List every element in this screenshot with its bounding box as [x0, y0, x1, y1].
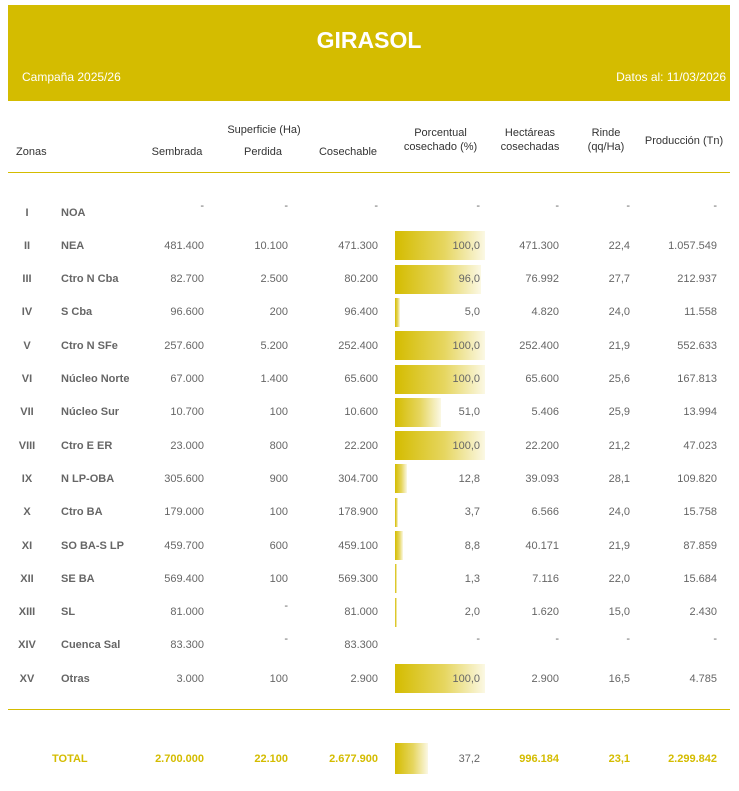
pct-value: 100,0	[452, 672, 480, 685]
cell-cosechable: 96.400	[344, 306, 378, 319]
pct-value: 96,0	[458, 273, 480, 286]
cell-cosechable: 22.200	[344, 439, 378, 452]
cell-sembrada: 10.700	[170, 406, 204, 419]
cell-perdida: 100	[269, 572, 288, 585]
cell-zone-number: XIV	[18, 639, 36, 652]
table-row	[0, 629, 739, 662]
cell-cosechable: -	[374, 200, 378, 212]
cell-perdida: -	[284, 632, 288, 645]
col-header-perdida: Perdida	[244, 146, 282, 158]
cell-hectareas: 6.566	[531, 506, 559, 519]
cell-zone-name: S Cba	[61, 306, 93, 319]
cell-zone-name: Ctro N SFe	[61, 339, 118, 352]
cell-zone-number: IV	[21, 306, 33, 319]
table-row	[0, 596, 739, 629]
data-date: Datos al: 11/03/2026	[616, 70, 726, 84]
cell-sembrada: 569.400	[164, 572, 204, 585]
cell-pct	[395, 296, 485, 329]
pct-value: -	[476, 200, 480, 212]
col-header-porcentual	[393, 126, 488, 154]
table-row	[0, 662, 739, 695]
cell-produccion: 4.785	[689, 672, 717, 685]
total-pct-value: 37,2	[458, 752, 480, 765]
cell-rinde: -	[626, 200, 630, 212]
total-produccion: 2.299.842	[668, 752, 717, 765]
cell-zone-number: V	[23, 339, 31, 352]
cell-rinde: 28,1	[608, 472, 630, 485]
cell-rinde: 21,2	[608, 439, 630, 452]
pct-value: 12,8	[458, 472, 480, 485]
table-row	[0, 229, 739, 262]
cell-hectareas: 40.171	[525, 539, 559, 552]
total-perdida: 22.100	[254, 752, 288, 765]
cell-pct	[395, 629, 485, 662]
cell-zone-number: VIII	[18, 439, 36, 452]
cell-rinde: 25,9	[608, 406, 630, 419]
table-row	[0, 263, 739, 296]
cell-cosechable: 81.000	[344, 606, 378, 619]
cell-rinde: 21,9	[608, 539, 630, 552]
cell-produccion: -	[713, 200, 717, 212]
col-header-rinde-line1: Rinde	[591, 127, 621, 139]
cell-zone-name: SE BA	[61, 572, 95, 585]
table-row	[0, 429, 739, 462]
cell-pct	[395, 229, 485, 262]
header-divider	[8, 172, 730, 173]
cell-cosechable: 10.600	[344, 406, 378, 419]
cell-cosechable: 83.300	[344, 639, 378, 652]
page-title: GIRASOL	[316, 27, 422, 53]
cell-cosechable: 569.300	[338, 572, 378, 585]
cell-pct	[395, 462, 485, 495]
pct-value: 51,0	[458, 406, 480, 419]
cell-sembrada: 459.700	[164, 539, 204, 552]
cell-hectareas: 471.300	[519, 239, 559, 252]
cell-pct	[395, 562, 485, 595]
cell-zone-name: Ctro E ER	[61, 439, 113, 452]
cell-perdida: -	[284, 200, 288, 212]
cell-zone-number: XV	[19, 672, 35, 685]
cell-hectareas: 39.093	[525, 472, 559, 485]
cell-pct	[395, 596, 485, 629]
pct-value: 2,0	[464, 606, 480, 619]
cell-produccion: 15.684	[683, 572, 717, 585]
cell-sembrada: 179.000	[164, 506, 204, 519]
cell-sembrada: 96.600	[170, 306, 204, 319]
total-label: TOTAL	[52, 752, 88, 765]
table-row	[0, 296, 739, 329]
cell-zone-name: Ctro BA	[61, 506, 103, 519]
cell-rinde: -	[626, 632, 630, 645]
total-hectareas: 996.184	[519, 752, 559, 765]
cell-hectareas: 5.406	[531, 406, 559, 419]
cell-zone-number: VII	[20, 406, 34, 419]
cell-hectareas: -	[555, 200, 559, 212]
pct-value: 100,0	[452, 339, 480, 352]
total-sembrada: 2.700.000	[155, 752, 204, 765]
cell-pct	[395, 429, 485, 462]
cell-rinde: 21,9	[608, 339, 630, 352]
cell-perdida: 900	[269, 472, 288, 485]
pct-value: 100,0	[452, 439, 480, 452]
cell-zone-name: NEA	[61, 239, 85, 252]
cell-zone-number: I	[25, 206, 29, 219]
cell-zone-number: III	[22, 273, 32, 286]
col-header-hectareas-line2: cosechadas	[500, 141, 560, 153]
col-header-porcentual-line1: Porcentual	[414, 127, 467, 139]
cell-produccion: 15.758	[683, 506, 717, 519]
cell-perdida: -	[284, 599, 288, 612]
pct-value: 5,0	[464, 306, 480, 319]
cell-pct	[395, 529, 485, 562]
cell-cosechable: 459.100	[338, 539, 378, 552]
col-header-hectareas	[494, 126, 566, 154]
cell-zone-number: XI	[21, 539, 33, 552]
cell-zone-name: NOA	[61, 206, 86, 219]
cell-cosechable: 252.400	[338, 339, 378, 352]
cell-zone-name: SL	[61, 606, 76, 619]
cell-zone-number: II	[23, 239, 31, 252]
cell-sembrada: 257.600	[164, 339, 204, 352]
cell-zone-name: SO BA-S LP	[61, 539, 124, 552]
total-cosechable: 2.677.900	[329, 752, 378, 765]
cell-produccion: 13.994	[683, 406, 717, 419]
col-header-zonas: Zonas	[16, 146, 47, 158]
cell-sembrada: 481.400	[164, 239, 204, 252]
table-row	[0, 363, 739, 396]
total-row	[0, 741, 739, 776]
cell-cosechable: 471.300	[338, 239, 378, 252]
cell-hectareas: 22.200	[525, 439, 559, 452]
cell-zone-name: Núcleo Norte	[61, 373, 130, 385]
cell-perdida: 2.500	[260, 273, 288, 286]
table-row	[0, 462, 739, 495]
cell-cosechable: 2.900	[350, 672, 378, 685]
cell-hectareas: 252.400	[519, 339, 559, 352]
cell-produccion: 212.937	[677, 273, 717, 286]
cell-hectareas: 1.620	[531, 606, 559, 619]
cell-zone-number: XII	[20, 572, 34, 585]
cell-rinde: 24,0	[608, 506, 630, 519]
cell-rinde: 25,6	[608, 373, 630, 385]
table-row	[0, 529, 739, 562]
cell-perdida: 100	[269, 506, 288, 519]
campaign-label: Campaña 2025/26	[22, 70, 121, 84]
total-rinde: 23,1	[608, 752, 630, 765]
col-header-rinde	[580, 126, 632, 154]
total-divider	[8, 709, 730, 710]
cell-produccion: 109.820	[677, 472, 717, 485]
cell-produccion: 552.633	[677, 339, 717, 352]
table-row	[0, 396, 739, 429]
cell-cosechable: 80.200	[344, 273, 378, 286]
cell-produccion: 1.057.549	[668, 239, 717, 252]
cell-rinde: 22,0	[608, 572, 630, 585]
cell-perdida: 600	[269, 539, 288, 552]
cell-hectareas: 76.992	[525, 273, 559, 286]
cell-pct	[395, 363, 485, 396]
col-header-porcentual-line2: cosechado (%)	[403, 141, 478, 153]
cell-hectareas: 7.116	[532, 572, 559, 585]
cell-zone-number: XIII	[18, 606, 36, 619]
cell-perdida: 5.200	[260, 339, 288, 352]
cell-perdida: 200	[269, 306, 288, 319]
cell-zone-number: IX	[21, 472, 33, 485]
cell-cosechable: 65.600	[344, 373, 378, 385]
cell-zone-name: Ctro N Cba	[61, 273, 119, 286]
cell-sembrada: 67.000	[170, 373, 204, 385]
title-banner	[8, 5, 730, 101]
pct-value: 100,0	[452, 239, 480, 252]
cell-perdida: 1.400	[260, 373, 288, 385]
cell-pct	[395, 496, 485, 529]
cell-zone-number: VI	[21, 373, 33, 385]
cell-pct	[395, 263, 485, 296]
pct-value: 1,3	[464, 572, 480, 585]
cell-produccion: 167.813	[677, 373, 717, 385]
pct-value: 8,8	[464, 539, 480, 552]
pct-value: 3,7	[464, 506, 480, 519]
cell-zone-name: N LP-OBA	[61, 472, 115, 485]
total-pct	[395, 741, 485, 776]
cell-pct	[395, 196, 485, 229]
col-header-cosechable: Cosechable	[318, 146, 378, 158]
pct-value: -	[476, 632, 480, 645]
cell-perdida: 100	[269, 406, 288, 419]
table-row	[0, 329, 739, 362]
cell-sembrada: 82.700	[170, 273, 204, 286]
cell-rinde: 15,0	[608, 606, 630, 619]
col-header-produccion: Producción (Tn)	[644, 135, 724, 147]
cell-produccion: 11.558	[684, 306, 717, 319]
col-header-rinde-line2: (qq/Ha)	[587, 141, 625, 153]
cell-perdida: 10.100	[254, 239, 288, 252]
cell-zone-name: Cuenca Sal	[61, 639, 121, 652]
cell-zone-number: X	[23, 506, 31, 519]
cell-rinde: 27,7	[608, 273, 630, 286]
pct-value: 100,0	[452, 373, 480, 385]
cell-hectareas: -	[555, 632, 559, 645]
cell-rinde: 16,5	[608, 672, 630, 685]
col-header-superficie: Superficie (Ha)	[227, 124, 301, 136]
cell-hectareas: 4.820	[531, 306, 559, 319]
cell-perdida: 800	[269, 439, 288, 452]
cell-sembrada: 3.000	[176, 672, 204, 685]
cell-perdida: 100	[269, 672, 288, 685]
cell-zone-name: Núcleo Sur	[61, 406, 120, 419]
cell-zone-name: Otras	[61, 672, 90, 685]
cell-pct	[395, 662, 485, 695]
cell-sembrada: 81.000	[170, 606, 204, 619]
cell-cosechable: 304.700	[338, 472, 378, 485]
cell-hectareas: 2.900	[531, 672, 559, 685]
cell-sembrada: -	[200, 200, 204, 212]
cell-sembrada: 305.600	[164, 472, 204, 485]
cell-sembrada: 83.300	[170, 639, 204, 652]
cell-cosechable: 178.900	[338, 506, 378, 519]
cell-hectareas: 65.600	[525, 373, 559, 385]
table-row	[0, 562, 739, 595]
col-header-hectareas-line1: Hectáreas	[504, 127, 556, 139]
cell-sembrada: 23.000	[170, 439, 204, 452]
col-header-sembrada: Sembrada	[151, 146, 203, 158]
cell-rinde: 22,4	[608, 239, 630, 252]
cell-produccion: 47.023	[683, 439, 717, 452]
cell-pct	[395, 329, 485, 362]
cell-produccion: 2.430	[689, 606, 717, 619]
table-row	[0, 196, 739, 229]
cell-pct	[395, 396, 485, 429]
cell-rinde: 24,0	[608, 306, 630, 319]
table-row	[0, 496, 739, 529]
cell-produccion: -	[713, 632, 717, 645]
cell-produccion: 87.859	[683, 539, 717, 552]
